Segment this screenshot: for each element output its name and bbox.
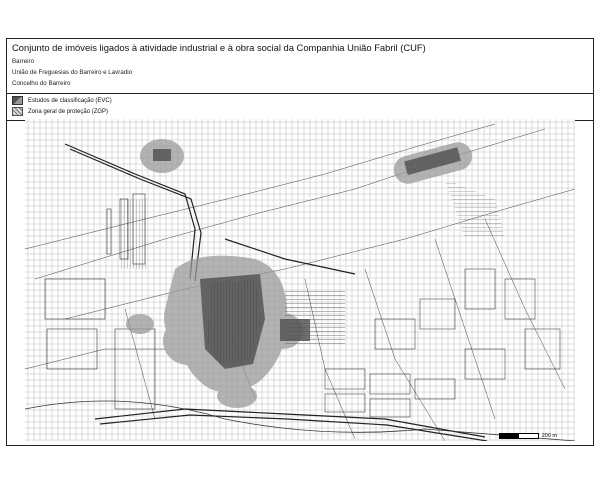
legend-label-evc: Estudos de classificação (EVC) [28,97,112,104]
scale-label: 200 m [541,433,557,439]
legend-item-evc [12,96,112,105]
map-canvas[interactable] [25,119,575,441]
map-title: Conjunto de imóveis ligados à atividade industrial e à obra social da Companhia União Fabril (CUF) [12,42,426,53]
legend-item-zgp [12,107,108,116]
parish-label: União de Freguesias do Barreiro e Lavradio [12,69,133,76]
map-header [7,39,593,94]
legend-label-zgp: Zona geral de proteção (ZGP) [28,108,109,115]
locality-label: Barreiro [12,58,35,65]
scale-line-icon [499,433,539,439]
cadastral-map [25,119,575,441]
municipality-label: Concelho do Barreiro [12,80,71,87]
map-legend [7,94,593,121]
map-sheet [6,38,594,446]
parcel-grid [25,119,575,441]
zgp-swatch-icon [12,107,23,116]
evc-swatch-icon [12,96,23,105]
scale-bar [499,433,557,439]
